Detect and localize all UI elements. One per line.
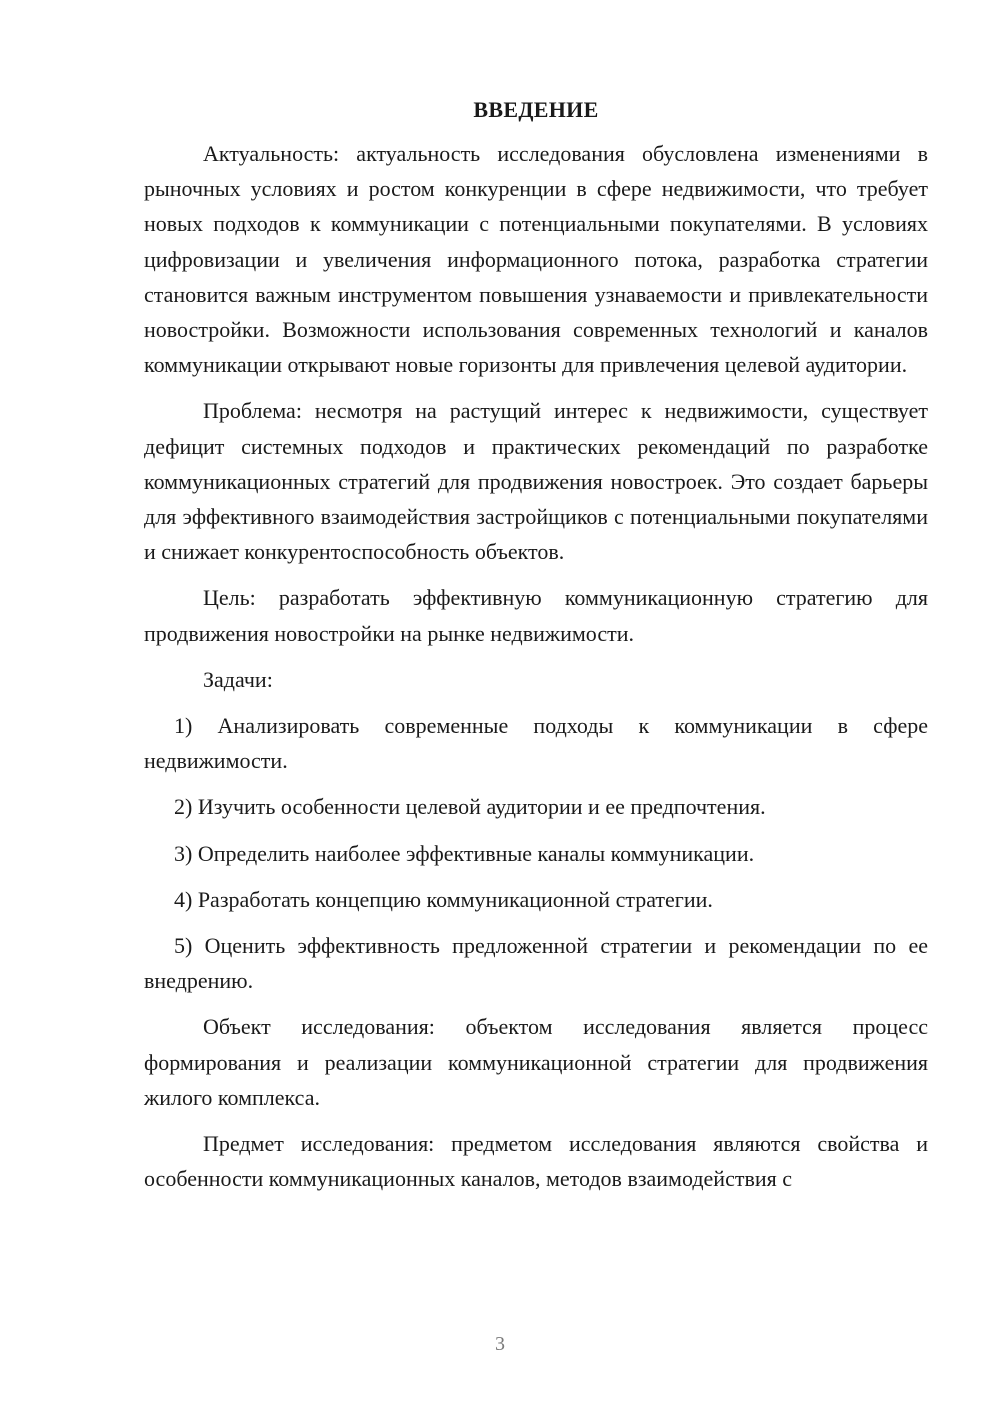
task-item: 5) Оценить эффективность предложенной стратегии и рекомендации по ее внедрению.: [144, 933, 928, 994]
task-item: 3) Определить наиболее эффективные каналы коммуникации.: [174, 840, 755, 866]
problem-paragraph: Проблема: несмотря на растущий интерес к недвижимости, существует дефицит системных подходов и практических рекомендаций по разработке коммуникационных стратегий для продвижения новостроек. Это создает барьеры для эффективного взаимодействия застройщиков с потенциальными покупателями и снижает конкурентоспособность объектов.: [144, 398, 928, 565]
task-item: 1) Анализировать современные подходы к коммуникации в сфере недвижимости.: [144, 713, 928, 774]
subject-paragraph: Предмет исследования: предметом исследования являются свойства и особенности коммуникационных каналов, методов взаимодействия с: [144, 1131, 928, 1192]
section-title: ВВЕДЕНИЕ: [473, 97, 599, 122]
document-page: [144, 92, 928, 1207]
relevance-paragraph: Актуальность: актуальность исследования обусловлена изменениями в рыночных условиях и ростом конкуренции в сфере недвижимости, что требует новых подходов к коммуникации с потенциальными покупателями. В условиях цифровизации и увеличения информационного потока, разработка стратегии становится важным инструментом повышения узнаваемости и привлекательности новостройки. Возможности использования современных технологий и каналов коммуникации открывают новые горизонты для привлечения целевой аудитории.: [144, 141, 928, 378]
tasks-heading: Задачи:: [203, 666, 273, 692]
page-number: 3: [495, 1333, 505, 1355]
task-item: 4) Разработать концепцию коммуникационной стратегии.: [174, 886, 713, 912]
goal-paragraph: Цель: разработать эффективную коммуникационную стратегию для продвижения новостройки на рынке недвижимости.: [144, 585, 928, 646]
task-item: 2) Изучить особенности целевой аудитории и ее предпочтения.: [174, 794, 766, 820]
object-paragraph: Объект исследования: объектом исследования является процесс формирования и реализации коммуникационной стратегии для продвижения жилого комплекса.: [144, 1014, 928, 1110]
